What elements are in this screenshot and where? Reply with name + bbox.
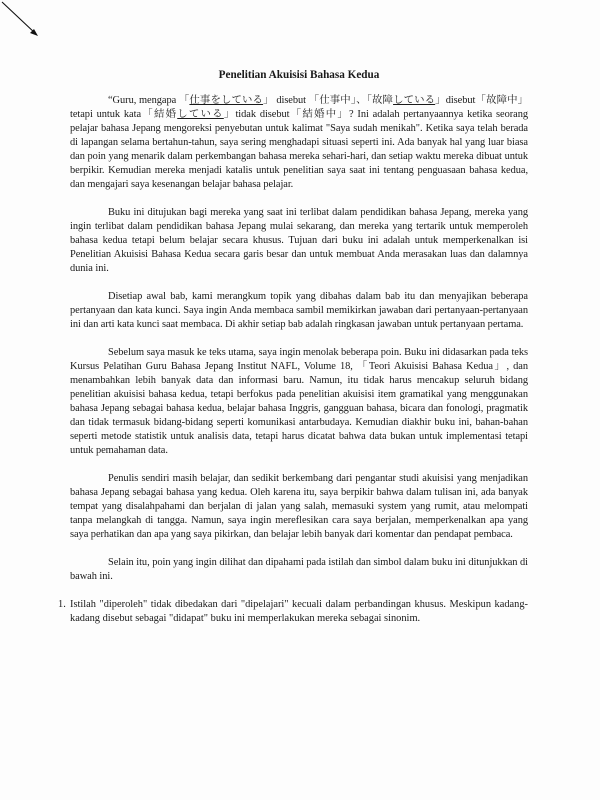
text-run: 」 disebut 「仕事中」、「故障 bbox=[263, 95, 394, 106]
underlined-text: している bbox=[177, 109, 224, 120]
paragraph-scope: Sebelum saya masuk ke teks utama, saya ingin menolak beberapa poin. Buku ini didasarkan pada teks Kursus Pelatihan Guru Bahasa Jepang Institut NAFL, Volume 18, 「Teori Akuisisi Bahasa Kedua」, dan menambahkan lebih banyak data dan informasi baru. Namun, itu tidak harus mencakup seluruh bidang penelitian akuisisi bahasa kedua, tetapi berfokus pada penelitian akuisisi item gramatikal yang menggunakan bahasa Jepang sebagai bahasa kedua, belajar bahasa Inggris, gangguan bahasa, bicara dan fonologi, pragmatik dan tidak termasuk bidang-bidang seperti komunikasi antarbudaya. Kemudian diakhir buku ini, bahan-bahan seperti metode statistik untuk analisis data, tetapi harus dicatat bahwa data bukan untuk implementasi tetapi untuk pemahaman data. bbox=[70, 347, 528, 456]
document-title: Penelitian Akuisisi Bahasa Kedua bbox=[218, 69, 380, 81]
underlined-text: している bbox=[393, 95, 436, 106]
paragraph-intro bbox=[70, 94, 528, 192]
list-item-text: Istilah "diperoleh" tidak dibedakan dari "dipelajari" kecuali dalam perbandingan khusus. Meskipun kadang-kadang disebut sebagai "didapat" buku ini memperlakukan mereka sebagai sinonim. bbox=[70, 599, 528, 624]
paragraph-author-note: Penulis sendiri masih belajar, dan sedikit berkembang dari pengantar studi akuisisi yang menjadikan bahasa Jepang sebagai bahasa yang kedua. Oleh karena itu, saya berpikir bahwa dalam tulisan ini, ada banyak tempat yang disalahpahami dan berjalan di jalan yang salah, memasuki system yang rumit, atau melompati tanpa melangkah di tangga. Namun, saya ingin mereflesikan cara saya berjalan, memperkenalkan apa yang saya perhatikan dan apa yang saya pikirkan, dan belajar lebih banyak dari komentar dan pendapat pembaca. bbox=[70, 473, 528, 540]
paragraph-audience: Buku ini ditujukan bagi mereka yang saat ini terlibat dalam pendidikan bahasa Jepang, mereka yang ingin terlibat dalam pendidikan bahasa Jepang mulai sekarang, dan mereka yang tertarik untuk memperoleh bahasa kedua tetapi belum belajar secara khusus. Tujuan dari buku ini adalah untuk memperkenalkan isi Penelitian Akuisisi Bahasa Kedua secara garis besar dan untuk membuat Anda merasakan luas dan dalamnya dunia ini. bbox=[70, 207, 528, 274]
document-body bbox=[58, 68, 528, 626]
paragraph-chapters: Disetiap awal bab, kami merangkum topik yang dibahas dalam bab itu dan menyajikan beberapa pertanyaan dan kata kunci. Saya ingin Anda membaca sambil memikirkan jawaban dari pertanyaan-pertanyaan ini dan arti kata kunci saat membaca. Di akhir setiap bab adalah ringkasan jawaban untuk pertanyaan pertama. bbox=[70, 291, 528, 330]
diagonal-arrow-icon bbox=[0, 0, 44, 44]
text-run: 」tidak disebut「結婚中」? Ini adalah pertanyaannya ketika seorang pelajar bahasa Jepang mengoreksi penyebutan untuk kalimat "Saya sudah menikah". Ketika saya telah berada di lapangan selama bertahun-tahun, saya sering menghadapi situasi seperti ini. Ada banyak hal yang luar biasa dan poin yang menarik dalam perkembangan bahasa mereka sehari-hari, dan setiap waktu mereka dibuat untuk berpikir. Kemudian mereka menjadi katalis untuk penelitian saya saat ini tentang penguasaan bahasa kedua, dan mengajari saya kesenangan belajar bahasa pelajar. bbox=[70, 109, 528, 190]
text-run: 」disebut「故障中」tetapi untuk kata「結婚 bbox=[70, 95, 528, 120]
list-item bbox=[58, 598, 528, 626]
terms-list bbox=[58, 598, 528, 626]
list-item-number: 1. bbox=[58, 599, 66, 610]
text-run: “Guru, mengapa 「 bbox=[108, 95, 190, 106]
paragraph-terms-intro: Selain itu, poin yang ingin dilihat dan dipahami pada istilah dan simbol dalam buku ini ditunjukkan di bawah ini. bbox=[70, 557, 528, 582]
underlined-text: 仕事をしている bbox=[189, 95, 264, 106]
